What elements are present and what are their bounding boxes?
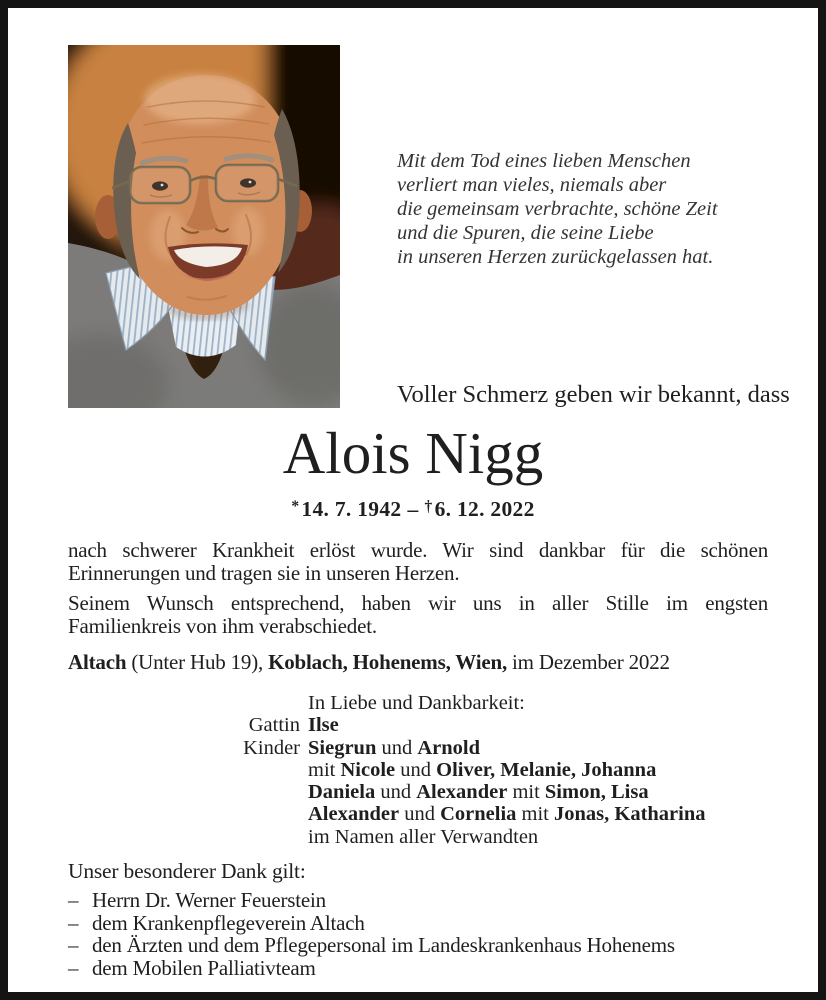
family-row-value: mit Nicole und Oliver, Melanie, Johanna [308, 758, 657, 781]
notice-line: nach schwerer Krankheit erlöst wurde. Wir sind dankbar für die schönen [68, 538, 768, 562]
thanks-item [68, 889, 778, 912]
thanks-heading: Unser besonderer Dank gilt: [68, 859, 306, 883]
thanks-item-text: Herrn Dr. Werner Feuerstein [92, 888, 326, 912]
family-row-label [68, 803, 300, 825]
thanks-item [68, 934, 778, 957]
death-date: 6. 12. 2022 [434, 497, 535, 521]
dash-bullet: – [68, 955, 79, 980]
notice-paragraph [68, 592, 768, 638]
verse-line: verliert man vieles, niemals aber [397, 174, 667, 196]
verse-line: die gemeinsam verbrachte, schöne Zeit [397, 198, 718, 220]
family-intro: In Liebe und Dankbarkeit: [308, 692, 525, 714]
notice-line: Familienkreis von ihm verabschiedet. [68, 614, 377, 638]
death-symbol: † [424, 497, 433, 515]
portrait-photo [68, 45, 340, 408]
dash-bullet: – [68, 933, 79, 957]
family-list [68, 692, 778, 848]
dates-separator: – [407, 497, 419, 521]
family-row-value: Daniela und Alexander mit Simon, Lisa [308, 781, 649, 804]
notice-line: Erinnerungen und tragen sie in unseren Herzen. [68, 561, 460, 585]
family-row-value: Alexander und Cornelia mit Jonas, Katharina [308, 803, 706, 826]
thanks-item-text: dem Krankenpflegeverein Altach [92, 910, 365, 935]
dash-bullet: – [68, 888, 79, 912]
verse-line: und die Spuren, die seine Liebe [397, 222, 654, 244]
place-date-line: Altach (Unter Hub 19), Koblach, Hohenems, Wien, im Dezember 2022 [68, 650, 670, 674]
thanks-item [68, 912, 778, 935]
family-row-label: Gattin [248, 714, 300, 737]
verse-line: Mit dem Tod eines lieben Menschen [397, 150, 691, 172]
thanks-item-text: dem Mobilen Palliativteam [92, 955, 316, 980]
thanks-list [68, 889, 778, 979]
birth-date: 14. 7. 1942 [301, 497, 402, 521]
family-row-label: Kinder [243, 736, 300, 759]
thanks-item [68, 957, 778, 980]
family-row-value: Siegrun und Arnold [308, 736, 481, 759]
life-dates [8, 497, 818, 522]
family-row-label [68, 759, 300, 781]
notice-line: Seinem Wunsch entsprechend, haben wir uns in aller Stille im engsten [68, 591, 768, 615]
announcement-text: Voller Schmerz geben wir bekannt, dass [397, 381, 790, 408]
dash-bullet: – [68, 910, 79, 935]
thanks-item-text: den Ärzten und dem Pflegepersonal im Landeskrankenhaus Hohenems [92, 933, 675, 957]
family-row-value: im Namen aller Verwandten [308, 825, 539, 848]
birth-symbol: * [291, 497, 300, 515]
notice-text [68, 539, 768, 638]
family-row-label [68, 826, 300, 848]
deceased-name: Alois Nigg [282, 420, 544, 486]
family-row-label [68, 692, 300, 714]
memorial-verse [397, 149, 718, 269]
family-row-value: Ilse [308, 714, 339, 737]
family-row-label [68, 781, 300, 803]
notice-paragraph [68, 539, 768, 585]
verse-line: in unseren Herzen zurückgelassen hat. [397, 246, 714, 268]
